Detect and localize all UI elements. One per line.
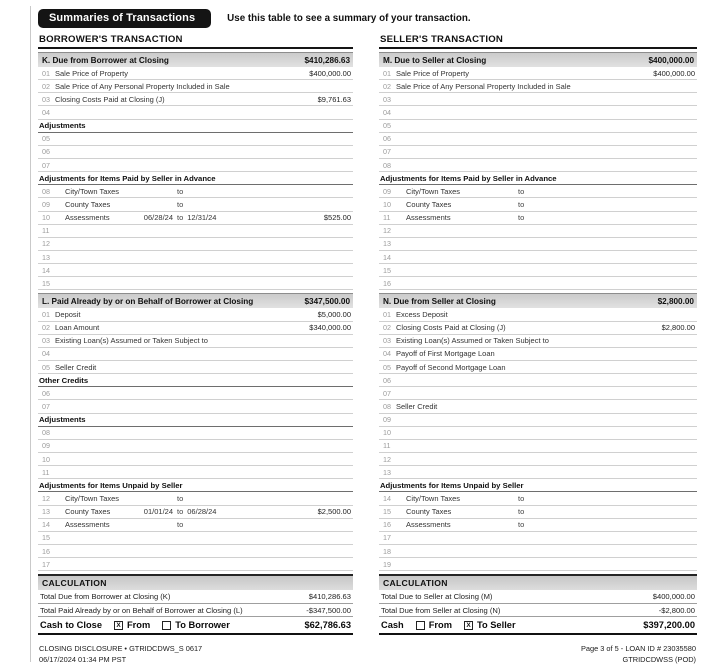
to-label: to xyxy=(518,520,525,530)
empty-row xyxy=(379,453,697,466)
borrower-transaction-header: BORROWER'S TRANSACTION xyxy=(38,33,353,49)
row-label: Seller Credit xyxy=(396,402,438,412)
calc-label: Total Due from Borrower at Closing (K) xyxy=(40,592,171,602)
calc-amount: -$347,500.00 xyxy=(306,605,351,615)
row-number: 13 xyxy=(42,252,50,262)
section-title: N. Due from Seller at Closing xyxy=(383,296,496,306)
row-amount: $2,800.00 xyxy=(661,323,695,333)
row-label: Assessments xyxy=(406,520,451,530)
row-number: 03 xyxy=(42,94,50,104)
row-number: 13 xyxy=(383,239,391,249)
row-number: 12 xyxy=(42,494,50,503)
row-number: 07 xyxy=(383,147,391,157)
row-label: Closing Costs Paid at Closing (J) xyxy=(55,94,165,104)
row-number: 07 xyxy=(383,388,391,398)
row-label: Existing Loan(s) Assumed or Taken Subject to xyxy=(55,336,208,346)
empty-row xyxy=(38,532,353,545)
row-number: 09 xyxy=(383,186,391,196)
section-amount: $2,800.00 xyxy=(657,296,694,306)
item-row xyxy=(38,361,353,374)
borrower-transaction-body xyxy=(38,52,353,635)
section-amount: $347,500.00 xyxy=(304,296,350,306)
empty-row xyxy=(379,440,697,453)
item-row xyxy=(379,80,697,93)
row-number: 12 xyxy=(383,226,391,236)
row-number: 06 xyxy=(42,147,50,157)
footer-form-id: CLOSING DISCLOSURE • GTRIDCDWS_S 0617 xyxy=(39,644,203,654)
row-number: 11 xyxy=(42,467,50,477)
checkbox-label: From xyxy=(127,620,151,631)
item-row xyxy=(38,80,353,93)
section xyxy=(38,52,353,290)
item-row xyxy=(38,506,353,519)
row-number: 10 xyxy=(42,213,50,223)
item-row xyxy=(379,335,697,348)
row-number: 18 xyxy=(383,546,391,556)
row-number: 19 xyxy=(383,559,391,569)
row-number: 01 xyxy=(42,310,50,320)
section xyxy=(379,293,697,571)
empty-row xyxy=(38,133,353,146)
checkbox-unchecked xyxy=(416,621,425,630)
row-number: 17 xyxy=(42,559,50,569)
row-number: 02 xyxy=(42,323,50,333)
row-number: 03 xyxy=(383,336,391,346)
empty-row xyxy=(379,133,697,146)
empty-row xyxy=(379,146,697,159)
checkbox-label: To Borrower xyxy=(175,620,230,631)
to-label: to xyxy=(177,186,184,196)
calculation-section xyxy=(379,574,697,635)
cash-prefix-label: Cash to Close xyxy=(40,620,102,631)
row-label: City/Town Taxes xyxy=(65,186,120,196)
row-amount: $2,500.00 xyxy=(317,507,351,517)
row-label: Existing Loan(s) Assumed or Taken Subject to xyxy=(396,336,549,346)
subheader-row xyxy=(38,479,353,492)
calc-amount: $400,000.00 xyxy=(652,592,695,602)
empty-row xyxy=(38,545,353,558)
row-number: 11 xyxy=(383,441,391,451)
empty-row xyxy=(379,277,697,290)
section-title: M. Due to Seller at Closing xyxy=(383,55,487,65)
row-number: 16 xyxy=(383,520,391,530)
closing-disclosure-page xyxy=(30,6,708,662)
subheader-label: Adjustments for Items Unpaid by Seller xyxy=(39,480,183,490)
empty-row xyxy=(38,251,353,264)
row-label: Assessments xyxy=(65,520,110,530)
row-number: 13 xyxy=(42,507,50,517)
calculation-section xyxy=(38,574,353,635)
calculation-header: CALCULATION xyxy=(379,574,697,590)
empty-row xyxy=(379,159,697,172)
item-row xyxy=(38,67,353,80)
empty-row xyxy=(38,440,353,453)
section-header xyxy=(38,293,353,308)
row-number: 08 xyxy=(383,160,391,170)
row-label: City/Town Taxes xyxy=(406,494,461,503)
empty-row xyxy=(379,93,697,106)
row-number: 13 xyxy=(383,467,391,477)
item-row xyxy=(38,322,353,335)
section-header xyxy=(379,293,697,308)
item-row xyxy=(38,519,353,532)
row-label: Loan Amount xyxy=(55,323,100,333)
row-amount: $9,761.63 xyxy=(317,94,351,104)
empty-row xyxy=(379,264,697,277)
seller-transaction-column xyxy=(379,33,697,635)
row-number: 15 xyxy=(383,507,391,517)
row-number: 04 xyxy=(383,108,391,118)
row-label: City/Town Taxes xyxy=(406,186,461,196)
row-number: 17 xyxy=(383,533,391,543)
cash-to-close-row xyxy=(38,617,353,635)
to-label: to xyxy=(177,507,184,517)
empty-row xyxy=(38,466,353,479)
row-number: 15 xyxy=(383,265,391,275)
row-label: Assessments xyxy=(406,213,451,223)
item-row xyxy=(379,322,697,335)
subheader-label: Other Credits xyxy=(39,375,89,385)
calc-label: Total Paid Already by or on Behalf of Borrower at Closing (L) xyxy=(40,605,243,615)
empty-row xyxy=(379,106,697,119)
cash-amount: $62,786.63 xyxy=(304,620,351,631)
date-to: 06/28/24 xyxy=(187,507,217,517)
row-label: County Taxes xyxy=(406,507,452,517)
row-number: 05 xyxy=(383,121,391,131)
row-number: 10 xyxy=(383,428,391,438)
to-label: to xyxy=(518,213,525,223)
item-row xyxy=(38,492,353,505)
row-number: 14 xyxy=(383,252,391,262)
page-footer xyxy=(38,644,708,665)
empty-row xyxy=(38,146,353,159)
item-row xyxy=(38,185,353,198)
cash-to-close-row xyxy=(379,617,697,635)
row-label: Closing Costs Paid at Closing (J) xyxy=(396,323,506,333)
row-amount: $340,000.00 xyxy=(309,323,351,333)
to-label: to xyxy=(518,186,525,196)
row-label: Sale Price of Property xyxy=(396,68,469,78)
row-number: 08 xyxy=(42,186,50,196)
subheader-label: Adjustments xyxy=(39,121,86,131)
calc-row xyxy=(38,590,353,604)
to-label: to xyxy=(177,520,184,530)
row-number: 07 xyxy=(42,402,50,412)
empty-row xyxy=(38,159,353,172)
row-label: Sale Price of Property xyxy=(55,68,128,78)
row-amount: $5,000.00 xyxy=(317,310,351,320)
subheader-label: Adjustments for Items Unpaid by Seller xyxy=(380,480,524,490)
item-row xyxy=(38,335,353,348)
row-number: 08 xyxy=(42,428,50,438)
item-row xyxy=(379,348,697,361)
row-label: Assessments xyxy=(65,213,110,223)
transaction-columns xyxy=(38,33,708,635)
row-number: 04 xyxy=(42,108,50,118)
footer-left xyxy=(39,644,202,665)
subheader-row xyxy=(38,120,353,133)
calc-label: Total Due to Seller at Closing (M) xyxy=(381,592,493,602)
row-number: 14 xyxy=(42,520,50,530)
subheader-label: Adjustments for Items Paid by Seller in Advance xyxy=(380,173,557,183)
subheader-row xyxy=(379,479,697,492)
to-label: to xyxy=(518,200,525,210)
to-label: to xyxy=(518,494,525,503)
item-row xyxy=(38,198,353,211)
row-amount: $400,000.00 xyxy=(309,68,351,78)
empty-row xyxy=(379,238,697,251)
row-number: 03 xyxy=(383,94,391,104)
date-to: 12/31/24 xyxy=(187,213,217,223)
to-label: to xyxy=(518,507,525,517)
empty-row xyxy=(379,427,697,440)
seller-transaction-body xyxy=(379,52,697,635)
section xyxy=(379,52,697,290)
section-header xyxy=(38,52,353,67)
subheader-row xyxy=(38,172,353,185)
date-from: 01/01/24 xyxy=(143,507,173,517)
date-from: 06/28/24 xyxy=(143,213,173,223)
section-title: K. Due from Borrower at Closing xyxy=(42,55,169,65)
row-number: 01 xyxy=(383,310,391,320)
row-number: 14 xyxy=(383,494,391,503)
calc-row xyxy=(38,604,353,618)
item-row xyxy=(379,361,697,374)
row-number: 11 xyxy=(42,226,50,236)
footer-doc-code: GTRIDCDWSS (POD) xyxy=(622,654,696,664)
section-title: L. Paid Already by or on Behalf of Borrower at Closing xyxy=(42,296,254,306)
calculation-header: CALCULATION xyxy=(38,574,353,590)
row-number: 07 xyxy=(42,160,50,170)
empty-row xyxy=(379,466,697,479)
empty-row xyxy=(379,558,697,571)
empty-row xyxy=(38,277,353,290)
subheader-row xyxy=(38,414,353,427)
row-number: 05 xyxy=(42,362,50,372)
row-number: 03 xyxy=(42,336,50,346)
row-number: 02 xyxy=(42,81,50,91)
row-number: 06 xyxy=(383,134,391,144)
borrower-transaction-column xyxy=(38,33,353,635)
row-number: 14 xyxy=(42,265,50,275)
subheader-row xyxy=(38,374,353,387)
empty-row xyxy=(379,120,697,133)
calc-label: Total Due from Seller at Closing (N) xyxy=(381,605,501,615)
empty-row xyxy=(38,264,353,277)
calc-amount: -$2,800.00 xyxy=(658,605,695,615)
footer-timestamp: 06/17/2024 01:34 PM PST xyxy=(39,654,127,664)
row-number: 01 xyxy=(383,68,391,78)
subheader-label: Adjustments for Items Paid by Seller in Advance xyxy=(39,173,216,183)
seller-transaction-header: SELLER'S TRANSACTION xyxy=(379,33,697,49)
row-number: 12 xyxy=(383,454,391,464)
to-label: to xyxy=(177,200,184,210)
row-label: Excess Deposit xyxy=(396,310,448,320)
item-row xyxy=(379,185,697,198)
row-number: 15 xyxy=(42,278,50,288)
item-row xyxy=(379,400,697,413)
empty-row xyxy=(379,225,697,238)
calc-row xyxy=(379,590,697,604)
section-header xyxy=(379,52,697,67)
row-number: 01 xyxy=(42,68,50,78)
checkbox-label: To Seller xyxy=(476,620,516,631)
item-row xyxy=(379,506,697,519)
item-row xyxy=(38,93,353,106)
row-number: 10 xyxy=(383,200,391,210)
subheader-row xyxy=(379,172,697,185)
item-row xyxy=(379,308,697,321)
footer-right xyxy=(581,644,696,665)
empty-row xyxy=(38,225,353,238)
checkbox-label: From xyxy=(428,620,452,631)
item-row xyxy=(379,519,697,532)
row-number: 16 xyxy=(42,546,50,556)
section xyxy=(38,293,353,571)
row-label: County Taxes xyxy=(65,507,111,517)
empty-row xyxy=(38,348,353,361)
row-label: County Taxes xyxy=(406,200,452,210)
item-row xyxy=(379,198,697,211)
empty-row xyxy=(38,400,353,413)
row-number: 04 xyxy=(42,349,50,359)
checkbox-checked: X xyxy=(114,621,123,630)
row-number: 10 xyxy=(42,454,50,464)
row-label: Sale Price of Any Personal Property Included in Sale xyxy=(396,81,571,91)
empty-row xyxy=(379,251,697,264)
calc-amount: $410,286.63 xyxy=(308,592,351,602)
row-number: 05 xyxy=(383,362,391,372)
row-number: 09 xyxy=(383,415,391,425)
row-number: 09 xyxy=(42,441,50,451)
empty-row xyxy=(38,427,353,440)
empty-row xyxy=(38,106,353,119)
row-number: 15 xyxy=(42,533,50,543)
table-description: Use this table to see a summary of your transaction. xyxy=(227,13,471,24)
footer-page-loan-id: Page 3 of 5 - LOAN ID # 23035580 xyxy=(580,644,696,654)
calc-row xyxy=(379,604,697,618)
empty-row xyxy=(379,545,697,558)
empty-row xyxy=(379,387,697,400)
empty-row xyxy=(38,387,353,400)
item-row xyxy=(379,67,697,80)
row-number: 04 xyxy=(383,349,391,359)
item-row xyxy=(379,212,697,225)
row-amount: $525.00 xyxy=(323,213,351,223)
empty-row xyxy=(38,558,353,571)
row-number: 02 xyxy=(383,81,391,91)
row-amount: $400,000.00 xyxy=(653,68,695,78)
cash-prefix-label: Cash xyxy=(381,620,404,631)
section-amount: $400,000.00 xyxy=(648,55,694,65)
item-row xyxy=(379,492,697,505)
summaries-of-transactions-tab: Summaries of Transactions xyxy=(38,9,211,28)
row-label: City/Town Taxes xyxy=(65,494,120,503)
row-label: Deposit xyxy=(55,310,81,320)
item-row xyxy=(38,212,353,225)
row-label: County Taxes xyxy=(65,200,111,210)
row-label: Seller Credit xyxy=(55,362,97,372)
row-number: 08 xyxy=(383,402,391,412)
row-number: 12 xyxy=(42,239,50,249)
item-row xyxy=(38,308,353,321)
section-amount: $410,286.63 xyxy=(304,55,350,65)
row-label: Payoff of Second Mortgage Loan xyxy=(396,362,506,372)
empty-row xyxy=(379,532,697,545)
checkbox-unchecked xyxy=(162,621,171,630)
empty-row xyxy=(379,374,697,387)
row-label: Sale Price of Any Personal Property Included in Sale xyxy=(55,81,230,91)
row-number: 09 xyxy=(42,200,50,210)
row-number: 11 xyxy=(383,213,391,223)
checkbox-checked: X xyxy=(464,621,473,630)
empty-row xyxy=(379,414,697,427)
row-number: 06 xyxy=(383,375,391,385)
to-label: to xyxy=(177,494,184,503)
row-number: 16 xyxy=(383,278,391,288)
cash-amount: $397,200.00 xyxy=(643,620,695,631)
row-label: Payoff of First Mortgage Loan xyxy=(396,349,495,359)
empty-row xyxy=(38,453,353,466)
empty-row xyxy=(38,238,353,251)
subheader-label: Adjustments xyxy=(39,415,86,425)
row-number: 05 xyxy=(42,134,50,144)
row-number: 06 xyxy=(42,388,50,398)
to-label: to xyxy=(177,213,184,223)
page-top-bar xyxy=(38,8,708,29)
row-number: 02 xyxy=(383,323,391,333)
